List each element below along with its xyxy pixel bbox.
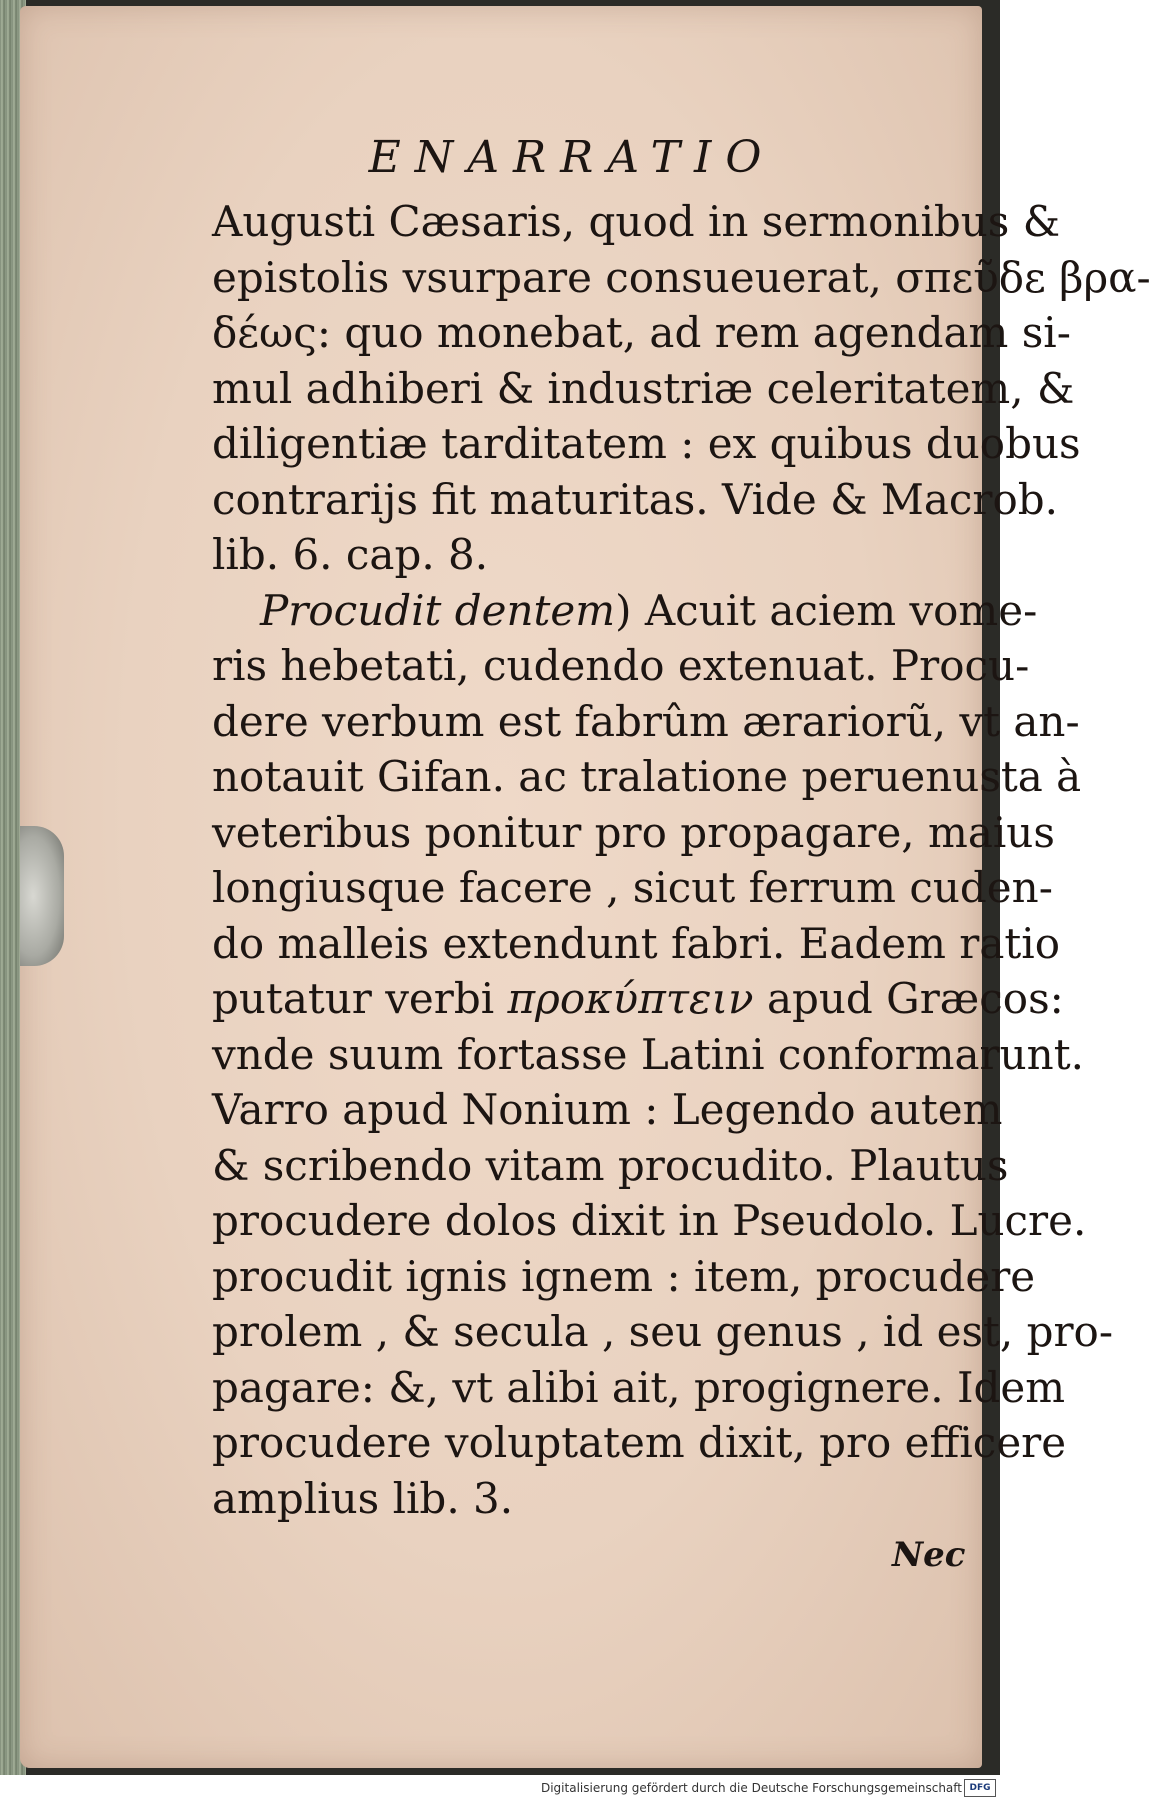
text-run: pagare: &, vt alibi ait, progignere. Idem xyxy=(212,1362,1066,1412)
text-line xyxy=(212,971,1064,1027)
digitization-credit: Digitalisierung gefördert durch die Deutsche Forschungsgemeinschaft xyxy=(540,1781,962,1795)
text-line xyxy=(212,305,1071,361)
text-run: do malleis extendunt fabri. Eadem ratio xyxy=(212,918,1060,968)
footer-bar xyxy=(0,1775,1000,1803)
running-head: ENARRATIO xyxy=(368,132,776,183)
text-line xyxy=(212,1360,1066,1416)
text-run: apud Græcos: xyxy=(753,974,1064,1023)
text-run: procudit ignis ignem : item, procudere xyxy=(212,1251,1036,1301)
text-line xyxy=(212,361,1075,417)
text-line xyxy=(212,1471,972,1527)
text-line xyxy=(212,694,1080,750)
text-run: prolem , & secula , seu genus , id est, pro- xyxy=(212,1307,1114,1356)
text-lines xyxy=(212,194,1151,1526)
text-run: procudere voluptatem dixit, pro efficere xyxy=(212,1418,1067,1467)
italic-text: Procudit dentem xyxy=(260,585,616,635)
text-line xyxy=(212,1138,1009,1194)
page-text xyxy=(212,130,1151,1526)
text-line xyxy=(212,416,1081,472)
text-line xyxy=(212,250,1151,306)
text-run: ) Acuit aciem vome- xyxy=(615,585,1038,635)
text-run: Augusti Cæsaris, quod in sermonibus & xyxy=(212,197,1061,246)
text-run: notauit Gifan. ac tralatione peruenusta à xyxy=(212,752,1082,801)
text-line xyxy=(212,472,1059,528)
text-run: mul adhiberi & industriæ celeritatem, & xyxy=(212,363,1075,413)
text-line xyxy=(212,1027,1084,1083)
text-run: δέως: quo monebat, ad rem agendam si- xyxy=(212,308,1071,357)
text-line xyxy=(212,1415,1067,1471)
text-line xyxy=(212,194,1061,250)
text-line xyxy=(212,805,1055,861)
text-run: & scribendo vitam procudito. Plautus xyxy=(212,1140,1009,1190)
text-line xyxy=(212,1193,1087,1249)
text-line xyxy=(212,916,1060,972)
text-line xyxy=(212,1249,1036,1305)
dfg-logo: DFG xyxy=(964,1779,996,1797)
page-curl xyxy=(20,826,64,966)
text-line xyxy=(212,1082,1003,1138)
text-run: putatur verbi xyxy=(212,974,508,1023)
text-line xyxy=(212,638,1030,694)
text-run: lib. 6. cap. 8. xyxy=(212,530,489,579)
text-run: contrarijs fit maturitas. Vide & Macrob. xyxy=(212,474,1059,524)
text-run: diligentiæ tarditatem : ex quibus duobus xyxy=(212,419,1081,468)
text-line xyxy=(212,1304,1114,1360)
italic-text: προκύπτειν xyxy=(507,974,754,1023)
text-line xyxy=(212,583,1038,639)
text-run: Varro apud Nonium : Legendo autem xyxy=(212,1085,1003,1134)
catchword: Nec xyxy=(892,1535,966,1575)
text-run: ris hebetati, cudendo extenuat. Procu- xyxy=(212,641,1030,690)
text-run: longiusque facere , sicut ferrum cuden- xyxy=(212,863,1053,912)
text-run: dere verbum est fabrûm ærariorũ, vt an- xyxy=(212,696,1080,746)
text-run: amplius lib. 3. xyxy=(212,1473,514,1523)
text-line xyxy=(212,749,1082,805)
text-run: vnde suum fortasse Latini conformarunt. xyxy=(212,1029,1084,1079)
text-run: epistolis vsurpare consueuerat, σπεῦδε βρα- xyxy=(212,252,1151,302)
text-line xyxy=(212,860,1053,916)
text-run: veteribus ponitur pro propagare, maius xyxy=(212,807,1055,857)
text-line xyxy=(212,527,972,583)
text-run: procudere dolos dixit in Pseudolo. Lucre. xyxy=(212,1196,1087,1245)
